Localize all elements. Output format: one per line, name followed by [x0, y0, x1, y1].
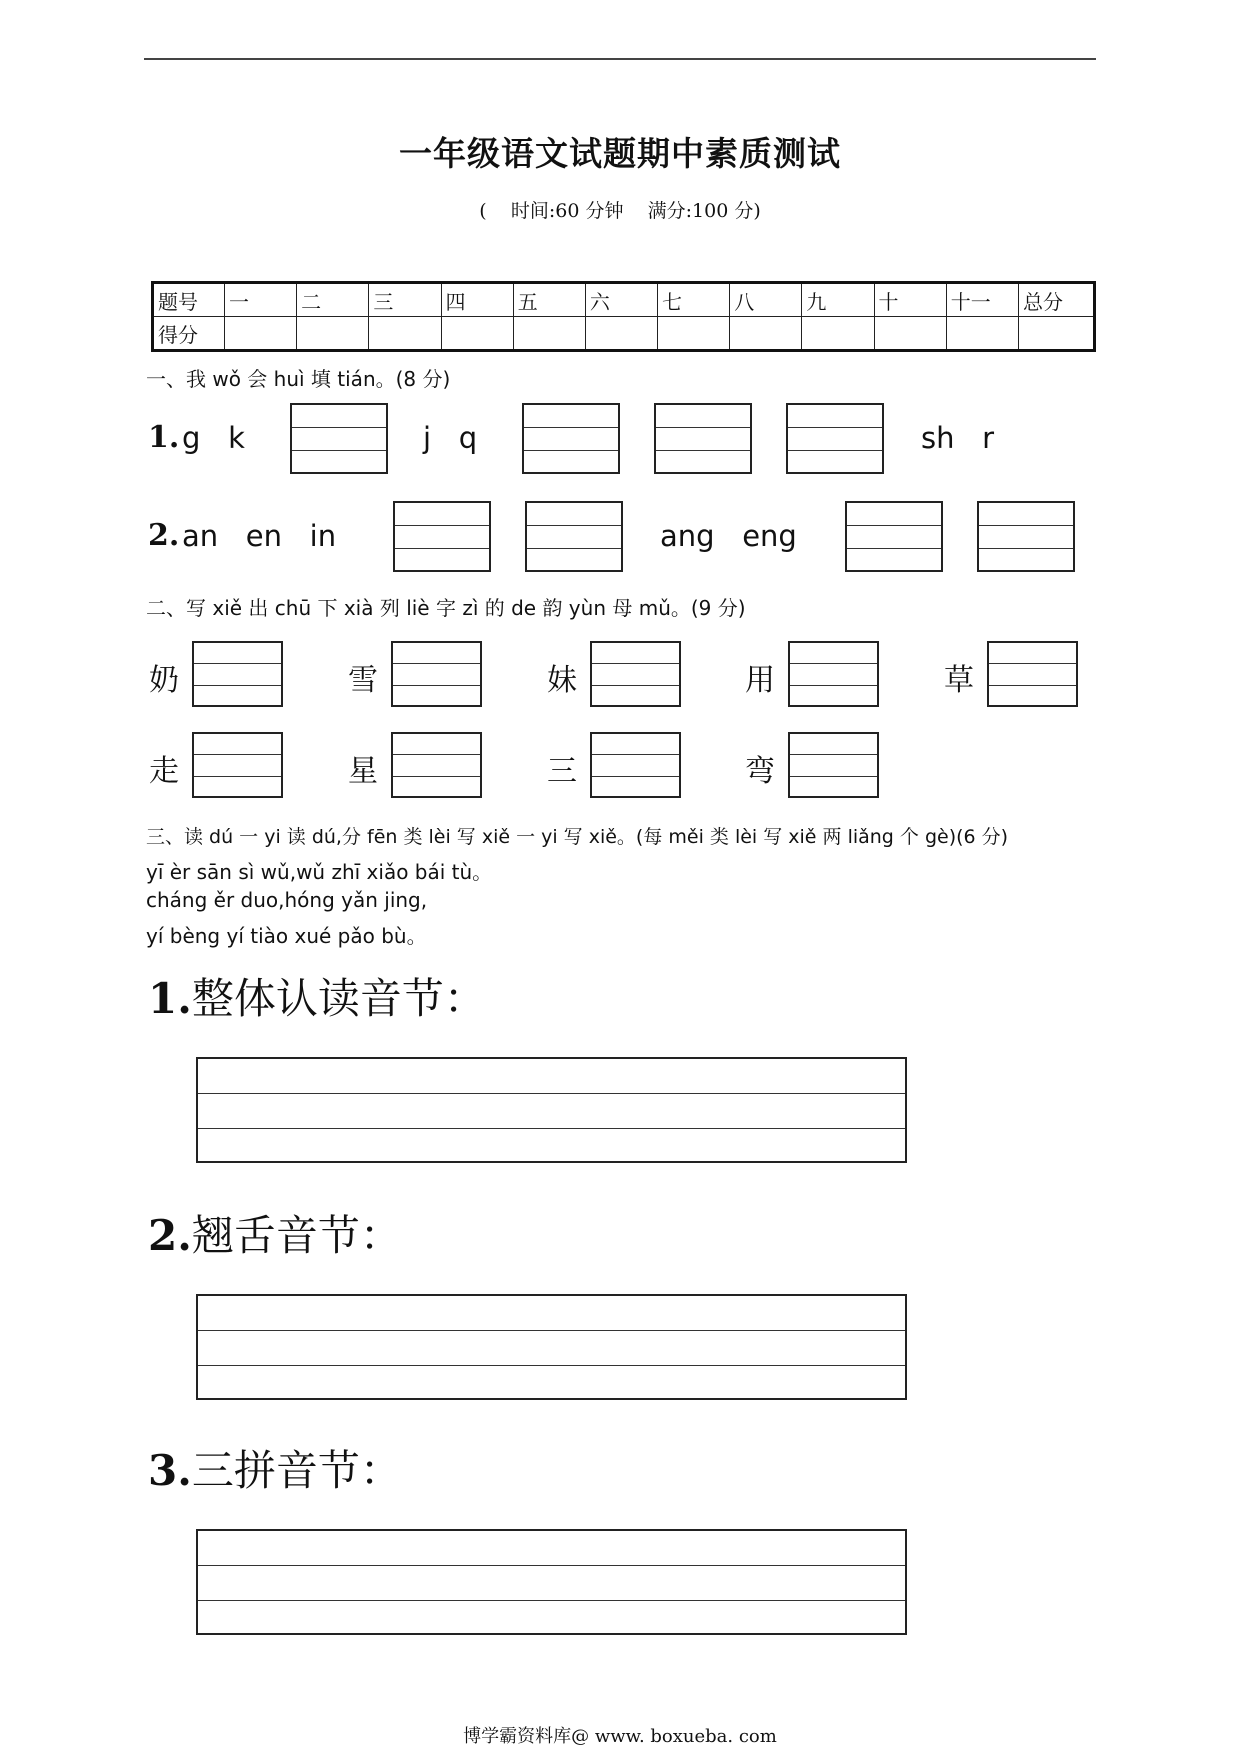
writing-box[interactable]	[845, 501, 943, 572]
top-rule	[144, 58, 1096, 60]
section2-heading: 二、写 xiě 出 chū 下 xià 列 liè 字 zì 的 de 韵 yùn 母 mǔ。(9 分)	[146, 596, 746, 620]
score-table-score-label: 得分	[153, 317, 225, 351]
section3-part3-label: 三拼音节：	[191, 1446, 402, 1495]
section2-char: 用	[745, 663, 775, 698]
writing-box[interactable]	[391, 732, 482, 798]
section3-part2-number: 2.	[148, 1211, 192, 1260]
section3-part2-heading	[148, 1203, 402, 1263]
writing-box[interactable]	[987, 641, 1078, 707]
writing-box[interactable]	[786, 403, 884, 474]
score-cell[interactable]	[802, 317, 874, 351]
score-cell[interactable]	[513, 317, 585, 351]
score-table-col: 十	[874, 283, 946, 317]
section3-part1-heading	[148, 966, 486, 1026]
section3-part1-label: 整体认读音节：	[191, 974, 486, 1023]
section1-row1-number: 1.	[148, 420, 180, 455]
section1-row2-letters-a: an en in	[182, 519, 337, 553]
score-cell[interactable]	[369, 317, 441, 351]
writing-box[interactable]	[192, 641, 283, 707]
score-table-col: 三	[369, 283, 441, 317]
section3-text-line: yí bèng yí tiào xué pǎo bù。	[146, 924, 427, 948]
score-table-col: 七	[658, 283, 730, 317]
score-table-col: 十一	[946, 283, 1018, 317]
section3-part1-number: 1.	[148, 974, 192, 1023]
score-table-score-row	[153, 317, 1095, 351]
score-cell[interactable]	[585, 317, 657, 351]
section1-row1-letters-c: sh r	[921, 421, 995, 455]
footer-watermark: 博学霸资料库@ www. boxueba. com	[463, 1726, 777, 1747]
writing-box[interactable]	[788, 641, 879, 707]
writing-box[interactable]	[654, 403, 752, 474]
score-table-header-row	[153, 283, 1095, 317]
score-table-col: 六	[585, 283, 657, 317]
writing-box[interactable]	[788, 732, 879, 798]
score-cell[interactable]	[1019, 317, 1095, 351]
score-cell[interactable]	[730, 317, 802, 351]
score-cell[interactable]	[658, 317, 730, 351]
score-table-col: 九	[802, 283, 874, 317]
writing-box-wide[interactable]	[196, 1294, 907, 1400]
section2-char: 弯	[745, 754, 775, 789]
section2-char: 走	[149, 754, 179, 789]
score-cell[interactable]	[441, 317, 513, 351]
writing-box[interactable]	[290, 403, 388, 474]
section2-char: 奶	[149, 663, 179, 698]
section3-text-line: yī èr sān sì wǔ,wǔ zhī xiǎo bái tù。	[146, 860, 493, 884]
score-table-col: 一	[225, 283, 297, 317]
score-table	[151, 281, 1096, 352]
writing-box[interactable]	[192, 732, 283, 798]
section3-text-line: cháng ěr duo,hóng yǎn jing,	[146, 888, 428, 912]
writing-box[interactable]	[522, 403, 620, 474]
section3-part3-number: 3.	[148, 1446, 192, 1495]
section1-row1-letters-b: j q	[423, 421, 478, 455]
score-cell[interactable]	[297, 317, 369, 351]
score-table-col: 八	[730, 283, 802, 317]
score-cell[interactable]	[225, 317, 297, 351]
score-cell[interactable]	[874, 317, 946, 351]
section2-char: 星	[348, 754, 378, 789]
section1-row1-letters-a: g k	[182, 421, 245, 455]
section1-row2-letters-b: ang eng	[660, 519, 797, 553]
writing-box[interactable]	[391, 641, 482, 707]
writing-box[interactable]	[977, 501, 1075, 572]
writing-box[interactable]	[590, 641, 681, 707]
writing-box[interactable]	[590, 732, 681, 798]
section2-char: 妹	[547, 663, 577, 698]
score-cell[interactable]	[946, 317, 1018, 351]
section1-row2-number: 2.	[148, 518, 180, 553]
score-table-header-label: 题号	[153, 283, 225, 317]
score-table-col: 二	[297, 283, 369, 317]
writing-box-wide[interactable]	[196, 1057, 907, 1163]
section3-part3-heading	[148, 1438, 402, 1498]
writing-box-wide[interactable]	[196, 1529, 907, 1635]
page-title: 一年级语文试题期中素质测试	[399, 134, 841, 173]
section3-part2-label: 翘舌音节：	[191, 1211, 402, 1260]
writing-box[interactable]	[393, 501, 491, 572]
section1-heading: 一、我 wǒ 会 huì 填 tián。(8 分)	[146, 367, 451, 391]
section3-heading: 三、读 dú 一 yi 读 dú,分 fēn 类 lèi 写 xiě 一 yi 写 xiě。(每 měi 类 lèi 写 xiě 两 liǎng 个 gè)(6 分)	[146, 826, 1009, 848]
score-table-col: 四	[441, 283, 513, 317]
section2-char: 三	[547, 754, 577, 789]
section2-char: 雪	[348, 663, 378, 698]
writing-box[interactable]	[525, 501, 623, 572]
score-table-col: 总分	[1019, 283, 1095, 317]
section2-char: 草	[944, 663, 974, 698]
page-subtitle: ( 时间:60 分钟 满分:100 分)	[479, 200, 761, 222]
score-table-col: 五	[513, 283, 585, 317]
